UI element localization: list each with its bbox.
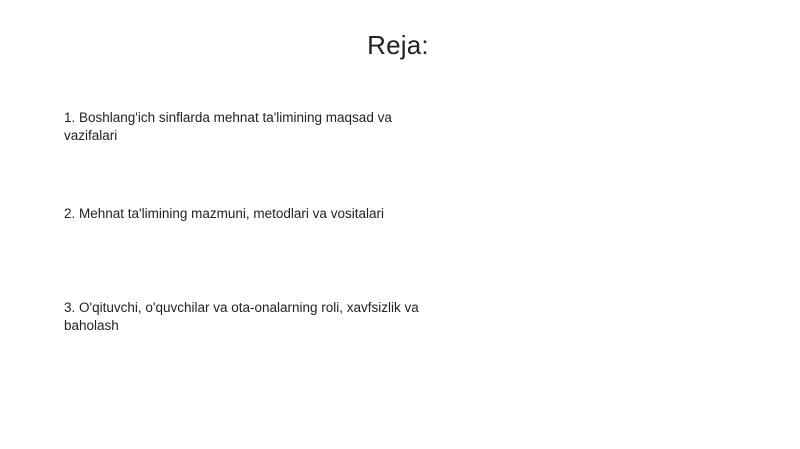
- slide-title: Reja:: [367, 30, 429, 60]
- plan-item-2: 2. Mehnat ta'limining mazmuni, metodlari va vositalari: [64, 206, 384, 221]
- plan-item-3: 3. O'qituvchi, o'quvchilar va ota-onalarning roli, xavfsizlik va baholash: [64, 300, 419, 333]
- plan-item-1: 1. Boshlang'ich sinflarda mehnat ta'limining maqsad va vazifalari: [64, 110, 392, 143]
